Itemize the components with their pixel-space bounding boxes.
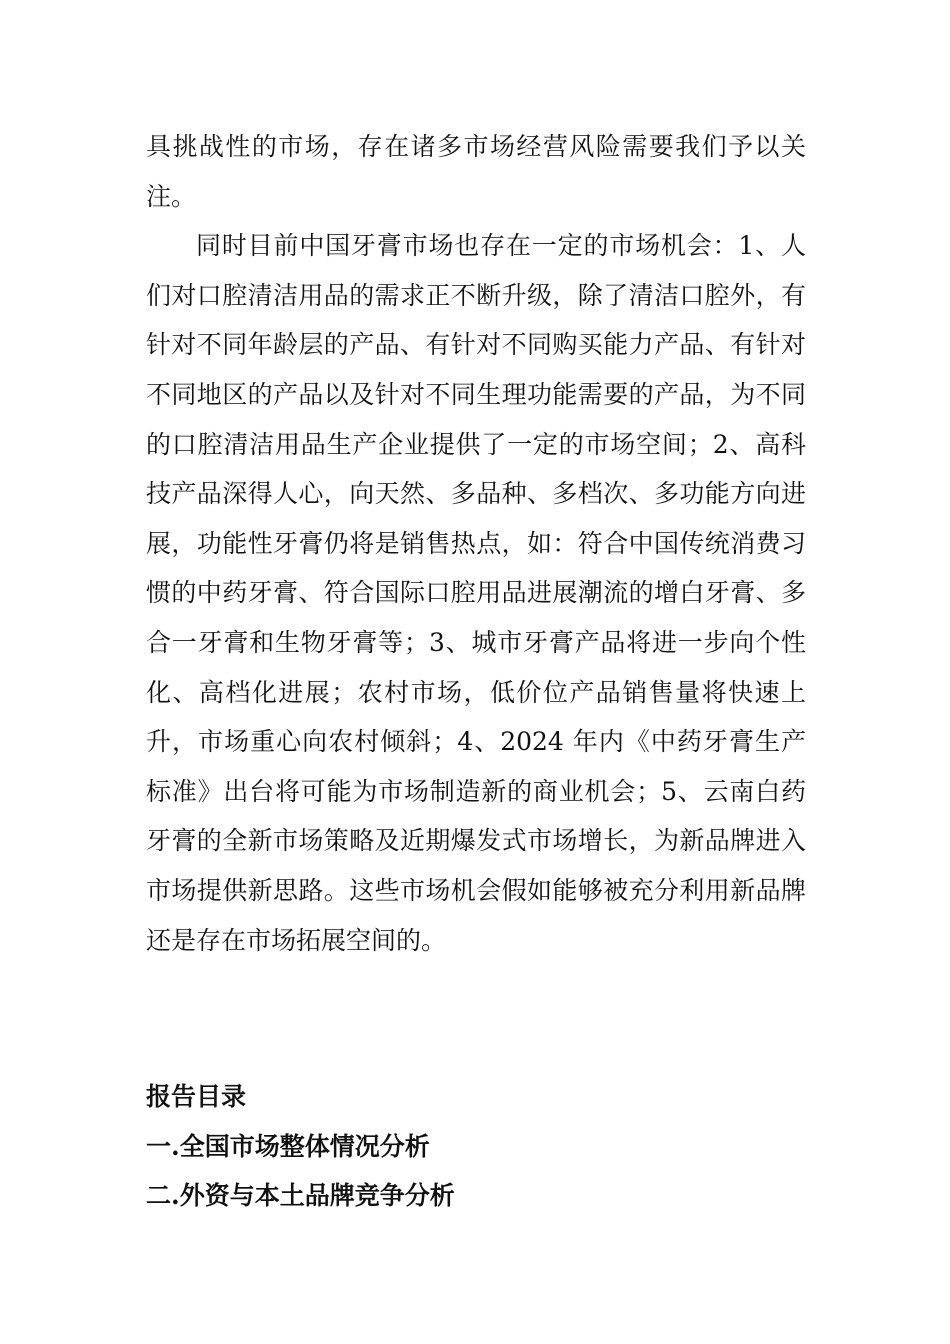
toc-item: 二.外资与本土品牌竞争分析 [146,1181,455,1211]
toc-heading: 报告目录 [146,1082,247,1111]
toc-item: 一.全国市场整体情况分析 [146,1131,430,1161]
document-body [146,122,806,965]
report-table-of-contents [146,1072,806,1221]
paragraph-continuation: 具挑战性的市场，存在诸多市场经营风险需要我们予以关注。 [146,132,806,211]
paragraph-market-opportunities: 同时目前中国牙膏市场也存在一定的市场机会：1、人们对口腔清洁用品的需求正不断升级，除了清洁口腔外，有针对不同年龄层的产品、有针对不同购买能力产品、有针对不同地区的产品以及针对不同生理功能需要的产品，为不同的口腔清洁用品生产企业提供了一定的市场空间；2、高科技产品深得人心，向天然、多品种、多档次、多功能方向进展，功能性牙膏仍将是销售热点，如：符合中国传统消费习惯的中药牙膏、符合国际口腔用品进展潮流的增白牙膏、多合一牙膏和生物牙膏等；3、城市牙膏产品将进一步向个性化、高档化进展；农村市场，低价位产品销售量将快速上升，市场重心向农村倾斜；4、2024 年内《中药牙膏生产标准》出台将可能为市场制造新的商业机会；5、云南白药牙膏的全新市场策略及近期爆发式市场增长，为新品牌进入市场提供新思路。这些市场机会假如能够被充分利用新品牌还是存在市场拓展空间的。 [146,231,806,955]
